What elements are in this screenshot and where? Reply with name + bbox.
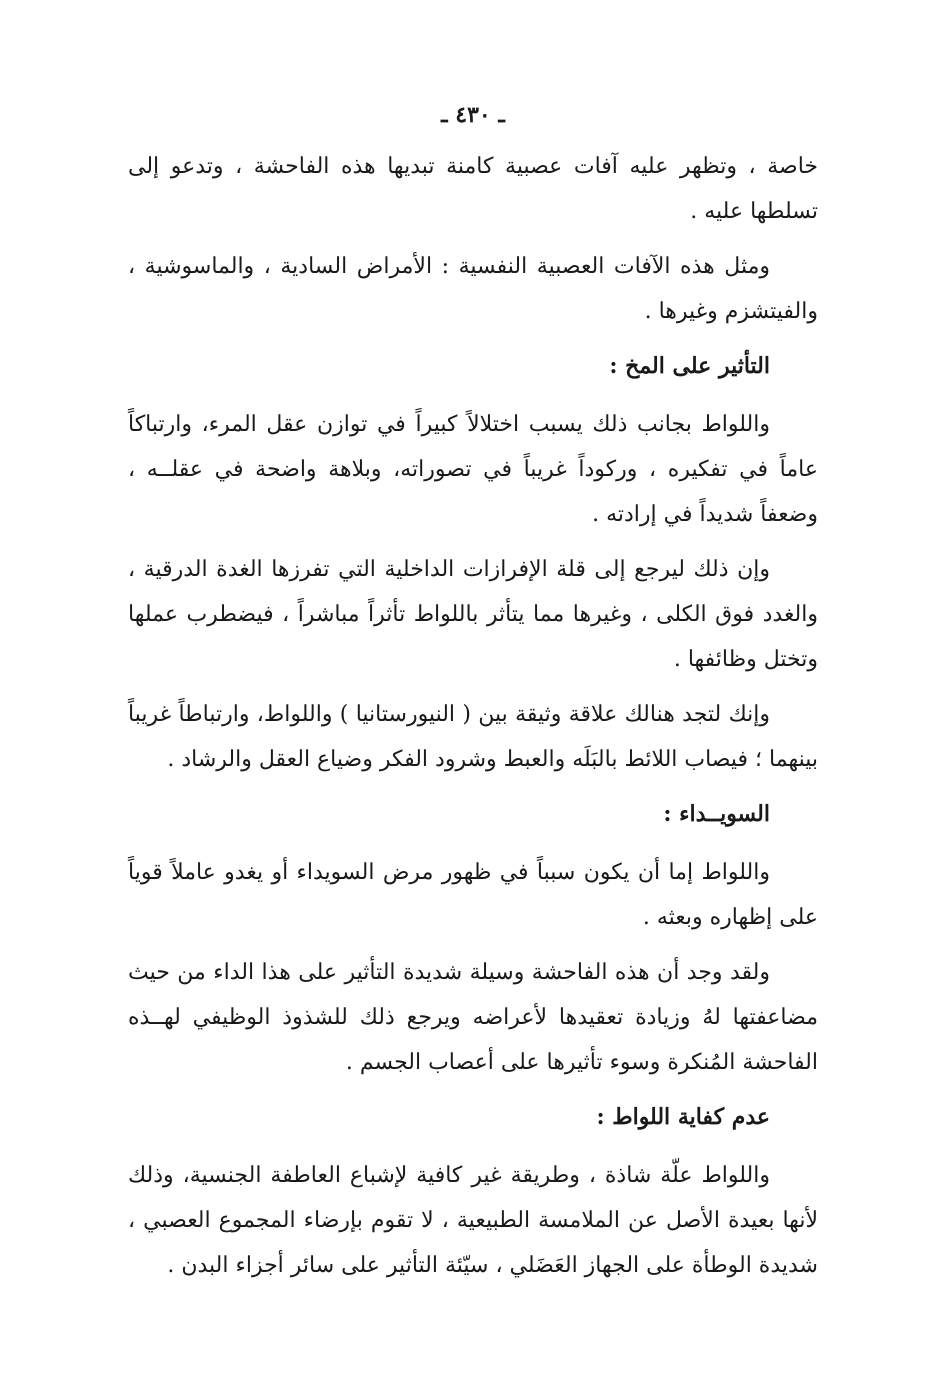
section-heading: السويــداء : [663, 801, 770, 827]
paragraph: وإن ذلك ليرجع إلى قلة الإفرازات الداخلية التي تفرزها الغدة الدرقية ، والغدد فوق الكلى ، وغيرها مما يتأثر باللواط تأثراً مباشراً ، فيضطرب عملها وتختل وظائفها . [128, 557, 818, 672]
paragraph: ولقد وجد أن هذه الفاحشة وسيلة شديدة التأثير على هذا الداء من حيث مضاعفتها لهُ وزيادة تعقيدها لأعراضه ويرجع ذلك للشذوذ الوظيفي لهــذه الفاحشة المُنكرة وسوء تأثيرها على أعصاب الجسم . [128, 960, 818, 1075]
paragraph: ومثل هذه الآفات العصبية النفسية : الأمراض السادية ، والماسوشية ، والفيتشزم وغيرها . [128, 254, 818, 324]
paragraph: واللواط علّة شاذة ، وطريقة غير كافية لإشباع العاطفة الجنسية، وذلك لأنها بعيدة الأصل عن الملامسة الطبيعية ، لا تقوم بإرضاء المجموع العصبي ، شديدة الوطأة على الجهاز العَضَلي ، سيّئة التأثير على سائر أجزاء البدن . [128, 1163, 818, 1278]
section-heading: عدم كفاية اللواط : [596, 1104, 770, 1130]
paragraph: واللواط إما أن يكون سبباً في ظهور مرض السويداء أو يغدو عاملاً قوياً على إظهاره وبعثه . [128, 860, 818, 930]
paragraph: خاصة ، وتظهر عليه آفات عصبية كامنة تبديها هذه الفاحشة ، وتدعو إلى تسلطها عليه . [128, 154, 818, 224]
book-page [128, 92, 818, 1298]
paragraph: واللواط بجانب ذلك يسبب اختلالاً كبيراً في توازن عقل المرء، وارتباكاً عاماً في تفكيره ، وركوداً غريباً في تصوراته، وبلاهة واضحة في عقلــه ، وضعفاً شديداً في إرادته . [128, 412, 818, 527]
page-number: ـ ٤٣٠ ـ [441, 102, 505, 128]
paragraph: وإنك لتجد هنالك علاقة وثيقة بين ( النيورستانيا ) واللواط، وارتباطاً غريباً بينهما ؛ فيصاب اللائط بالبَلَه والعبط وشرود الفكر وضياع العقل والرشاد . [128, 702, 818, 772]
section-heading: التأثير على المخ : [609, 353, 770, 379]
